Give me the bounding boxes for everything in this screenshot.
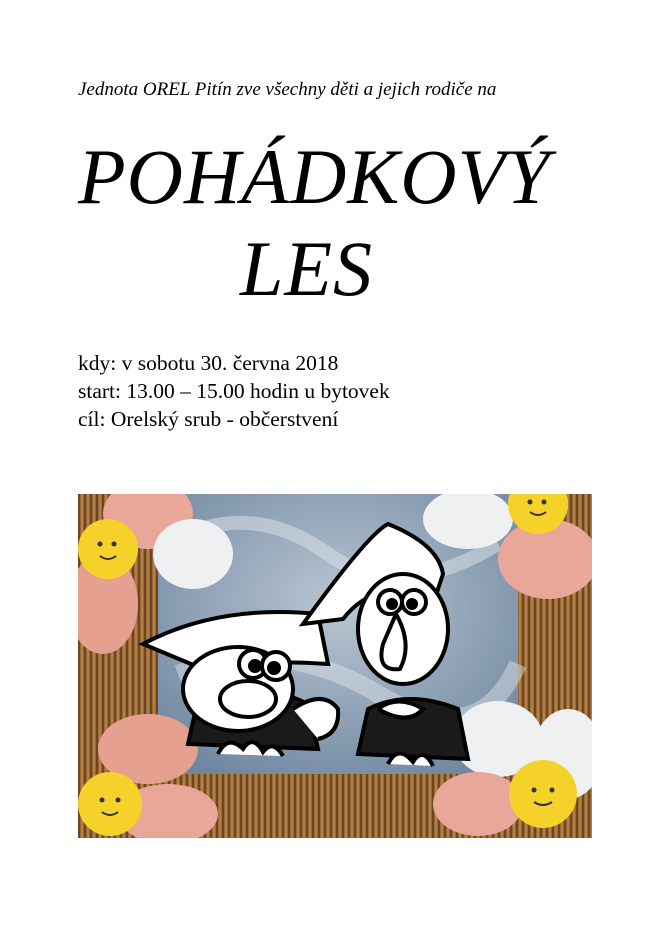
- event-details: [78, 349, 390, 433]
- title-line-2: LES: [240, 225, 374, 312]
- invitation-text: Jednota OREL Pitín zve všechny děti a jejich rodiče na: [78, 79, 497, 100]
- title-line-1: POHÁDKOVÝ: [78, 133, 551, 220]
- gnomes-illustration: [78, 494, 592, 838]
- detail-finish: cíl: Orelský srub - občerstvení: [78, 407, 339, 431]
- detail-when: kdy: v sobotu 30. června 2018: [78, 351, 339, 375]
- detail-start: start: 13.00 – 15.00 hodin u bytovek: [78, 379, 390, 403]
